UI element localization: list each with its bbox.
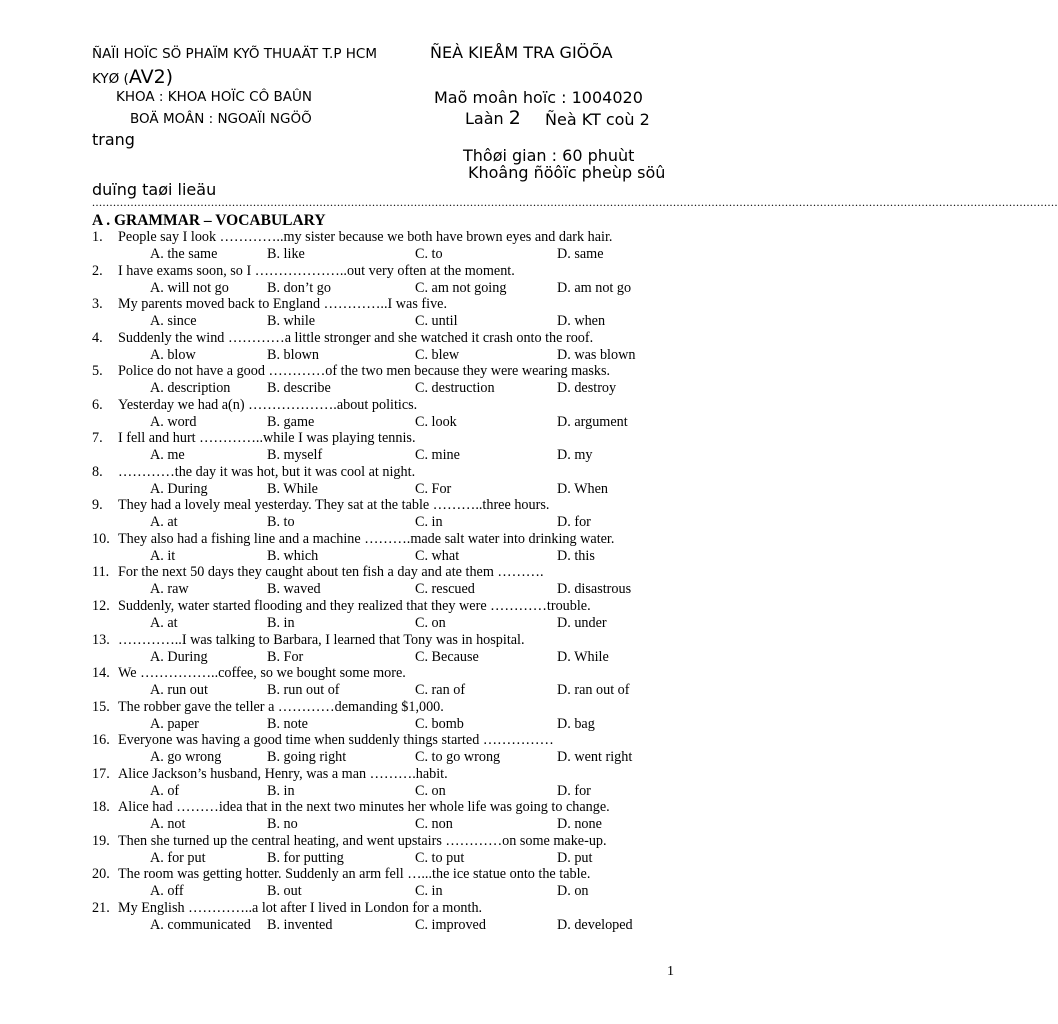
answer-option-d: D. same xyxy=(557,246,604,262)
answer-option-c: C. on xyxy=(415,782,446,799)
question-item xyxy=(92,564,712,598)
answer-option-d: D. disastrous xyxy=(557,581,632,598)
question-stem xyxy=(92,229,612,246)
question-number: 12. xyxy=(92,598,110,615)
question-text: The room was getting hotter. Suddenly an arm fell …...the ice statue onto the table. xyxy=(118,866,591,883)
attempt-number: 2 xyxy=(508,107,521,129)
question-item xyxy=(92,296,712,330)
exam-duration: Thôøi gian : 60 phuùt xyxy=(463,146,635,165)
term-prefix: KYØ ( xyxy=(92,71,129,87)
question-text: Alice Jackson’s husband, Henry, was a man ……….habit. xyxy=(118,765,448,782)
question-text: Yesterday we had a(n) ……………….about politics. xyxy=(118,396,418,413)
question-item xyxy=(92,632,712,666)
question-stem xyxy=(92,699,444,716)
question-text: Suddenly the wind …………a little stronger and she watched it crash onto the roof. xyxy=(118,329,594,346)
answer-option-c: C. what xyxy=(415,547,460,564)
answer-option-d: D. my xyxy=(557,447,593,464)
question-stem xyxy=(92,363,610,380)
answer-option-d: D. am not go xyxy=(557,279,632,296)
question-number: 2. xyxy=(92,262,103,279)
question-item xyxy=(92,866,712,900)
answer-option-b: B. While xyxy=(267,480,318,497)
page-count: Ñeà KT coù 2 xyxy=(545,110,650,129)
question-text: They also had a fishing line and a machine ……….made salt water into drinking water. xyxy=(118,530,615,547)
answer-option-b: B. going right xyxy=(267,749,347,766)
attempt xyxy=(465,107,521,129)
answer-option-c: C. in xyxy=(415,883,443,900)
question-number: 17. xyxy=(92,765,110,782)
question-item xyxy=(92,531,712,565)
question-stem xyxy=(92,497,549,514)
question-stem xyxy=(92,866,590,883)
question-text: They had a lovely meal yesterday. They sat at the table ………..three hours. xyxy=(118,497,550,514)
question-list xyxy=(92,229,712,933)
question-stem xyxy=(92,564,544,581)
question-number: 19. xyxy=(92,832,110,849)
answer-option-d: D. When xyxy=(557,480,608,497)
question-number: 18. xyxy=(92,799,110,816)
page-count-unit: trang xyxy=(92,130,135,149)
question-item xyxy=(92,229,712,263)
answer-option-d: D. ran out of xyxy=(557,682,630,699)
answer-option-d: D. under xyxy=(557,615,607,632)
answer-option-b: B. waved xyxy=(267,581,321,598)
answer-option-b: B. out xyxy=(267,883,302,900)
question-number: 6. xyxy=(92,396,103,413)
question-item xyxy=(92,732,712,766)
question-item xyxy=(92,766,712,800)
answer-option-d: D. argument xyxy=(557,413,628,430)
answer-option-b: B. run out of xyxy=(267,682,340,699)
question-stem xyxy=(92,464,415,481)
answer-option-b: B. to xyxy=(267,514,295,531)
answer-option-c: C. mine xyxy=(415,447,460,464)
answer-option-a: A. description xyxy=(150,380,231,397)
answer-option-c: C. ran of xyxy=(415,682,466,699)
question-stem xyxy=(92,665,406,682)
answer-option-c: C. to put xyxy=(415,849,465,866)
question-number: 9. xyxy=(92,497,103,514)
answer-option-c: C. Because xyxy=(415,648,479,665)
answer-option-d: D. for xyxy=(557,782,591,799)
question-text: The robber gave the teller a …………demanding $1,000. xyxy=(118,698,444,715)
question-stem xyxy=(92,430,416,447)
question-stem xyxy=(92,397,417,414)
question-number: 13. xyxy=(92,631,110,648)
answer-option-b: B. which xyxy=(267,547,319,564)
question-stem xyxy=(92,632,525,649)
answer-option-a: A. run out xyxy=(150,682,208,699)
answer-option-a: A. communicated xyxy=(150,916,251,933)
answer-option-b: B. no xyxy=(267,816,298,833)
question-text: …………..I was talking to Barbara, I learned that Tony was in hospital. xyxy=(118,631,525,648)
question-text: …………the day it was hot, but it was cool at night. xyxy=(118,463,416,480)
answer-option-a: A. since xyxy=(150,313,197,330)
answer-option-c: C. until xyxy=(415,313,458,330)
answer-option-b: B. blown xyxy=(267,346,320,363)
question-item xyxy=(92,833,712,867)
answer-option-c: C. rescued xyxy=(415,581,475,598)
materials-rule-cont: duïng taøi lieäu xyxy=(92,180,217,199)
question-number: 10. xyxy=(92,530,110,547)
section-title: A . GRAMMAR – VOCABULARY xyxy=(92,212,326,229)
answer-option-a: A. go wrong xyxy=(150,749,222,766)
question-text: Police do not have a good …………of the two men because they were wearing masks. xyxy=(118,363,611,380)
question-text: I fell and hurt …………..while I was playing tennis. xyxy=(118,430,416,447)
question-item xyxy=(92,598,712,632)
answer-option-c: C. am not going xyxy=(415,279,507,296)
page-number: 1 xyxy=(667,964,674,979)
question-text: Suddenly, water started flooding and they realized that they were …………trouble. xyxy=(118,598,591,615)
faculty: KHOA : KHOA HOÏC CÔ BAÛN xyxy=(116,89,312,105)
answer-option-c: C. For xyxy=(415,480,452,497)
question-text: We ……………..coffee, so we bought some more. xyxy=(118,665,406,682)
question-text: For the next 50 days they caught about ten fish a day and ate them ………. xyxy=(118,564,544,581)
question-item xyxy=(92,330,712,364)
answer-option-c: C. on xyxy=(415,615,446,632)
answer-option-d: D. on xyxy=(557,883,589,900)
separator-line: .................................................................................................................................................................................................................................................................................... xyxy=(92,195,1058,209)
answer-option-b: B. invented xyxy=(267,916,333,933)
answer-option-b: B. while xyxy=(267,313,316,330)
question-item xyxy=(92,799,712,833)
answer-option-d: D. for xyxy=(557,514,591,531)
question-number: 4. xyxy=(92,329,103,346)
question-text: Alice had ………idea that in the next two minutes her whole life was going to change. xyxy=(118,799,610,816)
answer-option-c: C. non xyxy=(415,816,453,833)
answer-option-c: C. look xyxy=(415,413,457,430)
question-item xyxy=(92,497,712,531)
answer-option-a: A. blow xyxy=(150,346,196,363)
question-number: 5. xyxy=(92,363,103,380)
answer-option-a: A. During xyxy=(150,648,208,665)
answer-option-b: B. like xyxy=(267,246,305,262)
question-number: 1. xyxy=(92,229,103,245)
question-number: 7. xyxy=(92,430,103,447)
question-item xyxy=(92,900,712,934)
question-stem xyxy=(92,732,554,749)
question-number: 11. xyxy=(92,564,110,581)
question-item xyxy=(92,665,712,699)
question-number: 16. xyxy=(92,732,110,749)
question-item xyxy=(92,464,712,498)
question-stem xyxy=(92,330,593,347)
question-item xyxy=(92,397,712,431)
question-text: Everyone was having a good time when suddenly things started …………… xyxy=(118,732,554,749)
answer-option-d: D. when xyxy=(557,313,606,330)
school-name: ÑAÏI HOÏC SÖ PHAÏM KYÕ THUAÄT T.P HCM xyxy=(92,46,378,62)
answer-option-a: A. the same xyxy=(150,246,218,262)
answer-option-c: C. destruction xyxy=(415,380,495,397)
question-item xyxy=(92,699,712,733)
question-text: My parents moved back to England …………..I was five. xyxy=(118,296,448,313)
question-number: 21. xyxy=(92,899,110,916)
question-text: My English …………..a lot after I lived in London for a month. xyxy=(118,899,483,916)
answer-option-c: C. to xyxy=(415,246,443,262)
answer-option-d: D. put xyxy=(557,849,593,866)
question-number: 8. xyxy=(92,463,103,480)
answer-option-a: A. for put xyxy=(150,849,206,866)
answer-option-a: A. it xyxy=(150,547,176,564)
question-stem xyxy=(92,263,515,280)
question-stem xyxy=(92,531,614,548)
answer-option-c: C. bomb xyxy=(415,715,464,732)
question-number: 20. xyxy=(92,866,110,883)
question-stem xyxy=(92,900,482,917)
department: BOÄ MOÂN : NGOAÏI NGÖÕ xyxy=(130,111,312,127)
question-stem xyxy=(92,799,610,816)
course-code: Maõ moân hoïc : 1004020 xyxy=(434,88,643,107)
question-text: I have exams soon, so I ………………..out very often at the moment. xyxy=(118,262,515,279)
answer-option-b: B. describe xyxy=(267,380,331,397)
question-item xyxy=(92,363,712,397)
answer-option-d: D. was blown xyxy=(557,346,636,363)
answer-option-b: B. in xyxy=(267,615,295,632)
exam-term xyxy=(92,66,173,88)
answer-option-c: C. blew xyxy=(415,346,460,363)
answer-option-b: B. myself xyxy=(267,447,323,464)
answer-option-a: A. at xyxy=(150,514,178,531)
answer-option-b: B. For xyxy=(267,648,304,665)
question-number: 15. xyxy=(92,698,110,715)
answer-option-d: D. destroy xyxy=(557,380,617,397)
answer-option-b: B. game xyxy=(267,413,315,430)
answer-option-c: C. to go wrong xyxy=(415,749,501,766)
course-level: AV2) xyxy=(128,66,174,88)
question-stem xyxy=(92,296,447,313)
answer-option-a: A. off xyxy=(150,883,184,900)
materials-rule: Khoâng ñöôïc pheùp söû xyxy=(468,163,666,182)
exam-title: ÑEÀ KIEÅM TRA GIÖÕA xyxy=(430,43,613,62)
answer-option-c: C. improved xyxy=(415,916,486,933)
question-number: 14. xyxy=(92,665,110,682)
answer-option-a: A. will not go xyxy=(150,279,229,296)
answer-option-a: A. paper xyxy=(150,715,199,732)
question-item xyxy=(92,430,712,464)
answer-option-a: A. During xyxy=(150,480,208,497)
answer-option-d: D. went right xyxy=(557,749,633,766)
answer-option-b: B. don’t go xyxy=(267,279,331,296)
answer-option-d: D. none xyxy=(557,816,602,833)
answer-option-a: A. at xyxy=(150,615,178,632)
question-text: People say I look …………..my sister because we both have brown eyes and dark hair. xyxy=(118,229,613,245)
answer-option-d: D. bag xyxy=(557,715,595,732)
answer-option-b: B. in xyxy=(267,782,295,799)
answer-option-d: D. While xyxy=(557,648,609,665)
answer-option-a: A. raw xyxy=(150,581,189,598)
question-number: 3. xyxy=(92,296,103,313)
answer-option-d: D. this xyxy=(557,547,595,564)
question-stem xyxy=(92,833,607,850)
answer-option-a: A. not xyxy=(150,816,186,833)
question-stem xyxy=(92,766,448,783)
answer-option-b: B. note xyxy=(267,715,308,732)
question-stem xyxy=(92,598,591,615)
question-item xyxy=(92,263,712,297)
attempt-label: Laàn xyxy=(465,109,504,128)
answer-option-b: B. for putting xyxy=(267,849,344,866)
answer-option-a: A. word xyxy=(150,413,197,430)
answer-option-d: D. developed xyxy=(557,916,633,933)
question-text: Then she turned up the central heating, and went upstairs …………on some make-up. xyxy=(118,832,607,849)
answer-option-c: C. in xyxy=(415,514,443,531)
answer-option-a: A. me xyxy=(150,447,185,464)
answer-option-a: A. of xyxy=(150,782,180,799)
